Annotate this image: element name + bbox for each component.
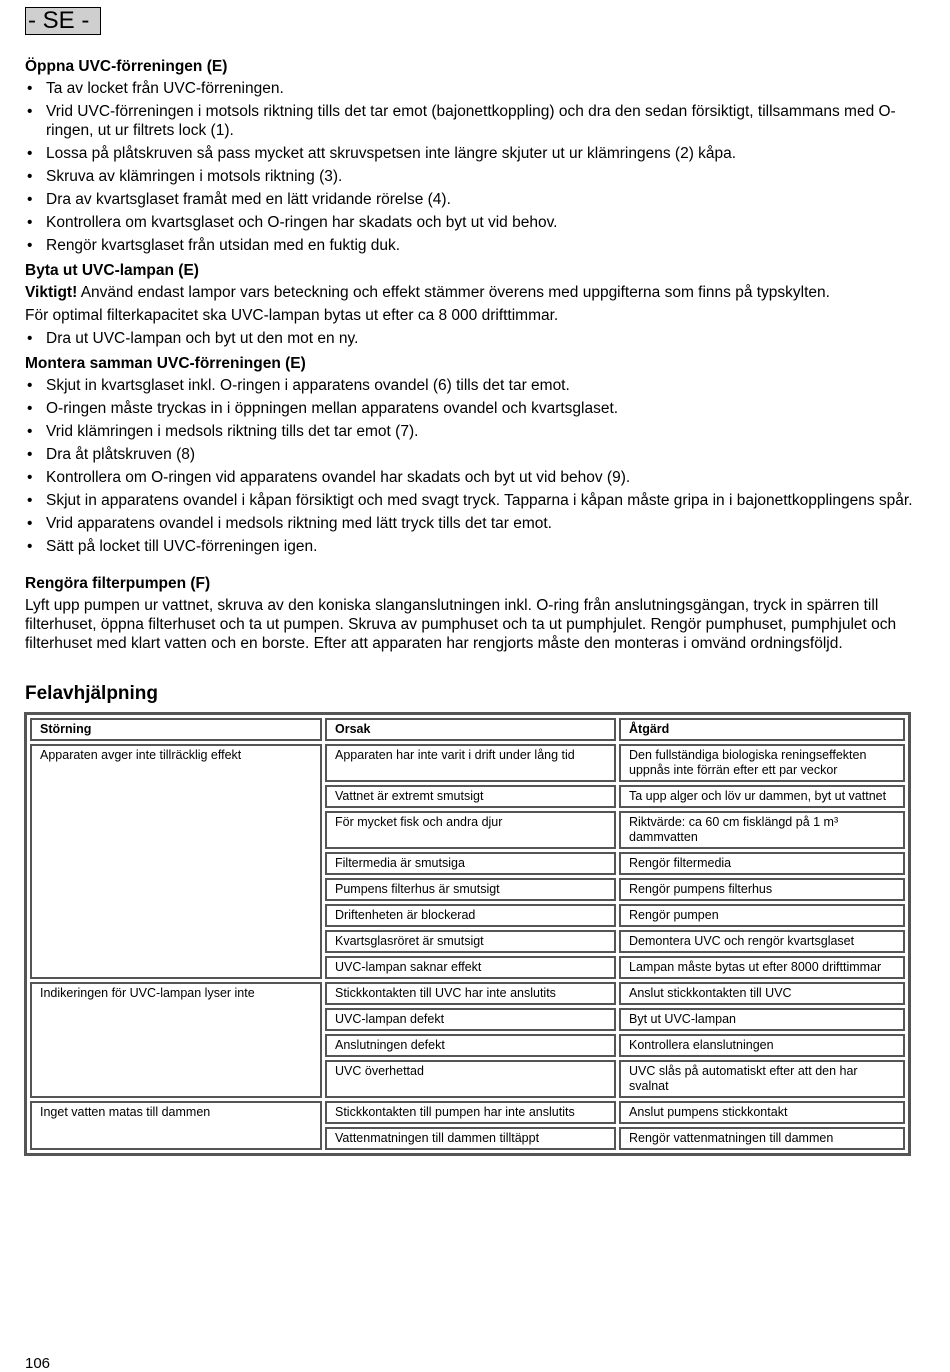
column-header: Störning xyxy=(30,718,322,741)
bullet-list xyxy=(25,329,917,348)
remedy-cell: Rengör pumpen xyxy=(619,904,905,927)
column-header: Åtgärd xyxy=(619,718,905,741)
fault-cell: Inget vatten matas till dammen xyxy=(30,1101,322,1150)
cause-cell: Filtermedia är smutsiga xyxy=(325,852,616,875)
cause-cell: Stickkontakten till pumpen har inte anslutits xyxy=(325,1101,616,1124)
troubleshooting-title: Felavhjälpning xyxy=(25,683,159,704)
paragraph: För optimal filterkapacitet ska UVC-lampan bytas ut efter ca 8 000 drifttimmar. xyxy=(25,307,559,324)
remedy-cell: Demontera UVC och rengör kvartsglaset xyxy=(619,930,905,953)
section-assemble-uvc xyxy=(25,354,917,556)
section-open-uvc xyxy=(25,57,917,255)
remedy-cell: Rengör pumpens filterhus xyxy=(619,878,905,901)
table-row xyxy=(30,744,905,782)
remedy-cell: Ta upp alger och löv ur dammen, byt ut vattnet xyxy=(619,785,905,808)
list-item: • O-ringen måste tryckas in i öppningen mellan apparatens ovandel och kvartsglaset. xyxy=(25,399,917,418)
bullet-list xyxy=(25,376,917,556)
section-title: Rengöra filterpumpen (F) xyxy=(25,575,211,592)
troubleshooting-table xyxy=(24,712,911,1156)
list-item: • Rengör kvartsglaset från utsidan med en fuktig duk. xyxy=(25,236,917,255)
cause-cell: För mycket fisk och andra djur xyxy=(325,811,616,849)
list-item: • Dra ut UVC-lampan och byt ut den mot en ny. xyxy=(25,329,917,348)
fault-cell: Apparaten avger inte tillräcklig effekt xyxy=(30,744,322,979)
table-row xyxy=(30,1101,905,1124)
section-title: Montera samman UVC-förreningen (E) xyxy=(25,355,306,372)
cause-cell: Anslutningen defekt xyxy=(325,1034,616,1057)
table-header-row xyxy=(30,718,905,741)
important-note xyxy=(25,283,917,302)
bullet-list xyxy=(25,79,917,255)
important-label: Viktigt! xyxy=(25,284,78,301)
remedy-cell: Byt ut UVC-lampan xyxy=(619,1008,905,1031)
language-tag: - SE - xyxy=(25,7,101,35)
remedy-cell: Anslut stickkontakten till UVC xyxy=(619,982,905,1005)
remedy-cell: Rengör filtermedia xyxy=(619,852,905,875)
list-item: • Ta av locket från UVC-förreningen. xyxy=(25,79,917,98)
list-item: • Vrid klämringen i medsols riktning tills det tar emot (7). xyxy=(25,422,917,441)
list-item: • Kontrollera om kvartsglaset och O-ringen har skadats och byt ut vid behov. xyxy=(25,213,917,232)
cause-cell: Kvartsglasröret är smutsigt xyxy=(325,930,616,953)
list-item: • Skjut in apparatens ovandel i kåpan försiktigt och med svagt tryck. Tapparna i kåpan måste gripa in i bajonettkopplingens spår. xyxy=(25,491,917,510)
table-row xyxy=(30,982,905,1005)
remedy-cell: Kontrollera elanslutningen xyxy=(619,1034,905,1057)
list-item: • Vrid apparatens ovandel i medsols riktning med lätt tryck tills det tar emot. xyxy=(25,514,917,533)
page-content xyxy=(25,57,917,1156)
section-title: Byta ut UVC-lampan (E) xyxy=(25,262,199,279)
important-text: Använd endast lampor vars beteckning och effekt stämmer överens med uppgifterna som finns på typskylten. xyxy=(77,284,830,301)
section-replace-lamp xyxy=(25,261,917,348)
remedy-cell: Den fullständiga biologiska reningseffekten uppnås inte förrän efter ett par veckor xyxy=(619,744,905,782)
cause-cell: Vattenmatningen till dammen tilltäppt xyxy=(325,1127,616,1150)
cause-cell: UVC-lampan saknar effekt xyxy=(325,956,616,979)
cause-cell: UVC överhettad xyxy=(325,1060,616,1098)
page-number: 106 xyxy=(25,1355,51,1372)
paragraph: Lyft upp pumpen ur vattnet, skruva av den koniska slanganslutningen inkl. O-ring från anslutningsgängan, tryck in spärren till filterhuset, öppna filterhuset och ta ut pumpen. Skruva av pumphuset och ta ut pumphjulet. Rengör pumphuset, pumphjulet och filterhuset med klart vatten och en borste. Efter att apparaten har rengjorts måste den monteras i omvänd ordningsföljd. xyxy=(25,597,897,652)
cause-cell: Apparaten har inte varit i drift under lång tid xyxy=(325,744,616,782)
section-clean-pump xyxy=(25,574,917,653)
list-item: • Skruva av klämringen i motsols riktning (3). xyxy=(25,167,917,186)
section-title: Öppna UVC-förreningen (E) xyxy=(25,58,228,75)
list-item: • Dra av kvartsglaset framåt med en lätt vridande rörelse (4). xyxy=(25,190,917,209)
list-item: • Dra åt plåtskruven (8) xyxy=(25,445,917,464)
remedy-cell: Anslut pumpens stickkontakt xyxy=(619,1101,905,1124)
list-item: • Kontrollera om O-ringen vid apparatens ovandel har skadats och byt ut vid behov (9). xyxy=(25,468,917,487)
cause-cell: Vattnet är extremt smutsigt xyxy=(325,785,616,808)
list-item: • Sätt på locket till UVC-förreningen igen. xyxy=(25,537,917,556)
remedy-cell: UVC slås på automatiskt efter att den har svalnat xyxy=(619,1060,905,1098)
list-item: • Lossa på plåtskruven så pass mycket att skruvspetsen inte längre skjuter ut ur klämringens (2) kåpa. xyxy=(25,144,917,163)
list-item: • Skjut in kvartsglaset inkl. O-ringen i apparatens ovandel (6) tills det tar emot. xyxy=(25,376,917,395)
cause-cell: Driftenheten är blockerad xyxy=(325,904,616,927)
cause-cell: Stickkontakten till UVC har inte anslutits xyxy=(325,982,616,1005)
column-header: Orsak xyxy=(325,718,616,741)
remedy-cell: Lampan måste bytas ut efter 8000 drifttimmar xyxy=(619,956,905,979)
fault-cell: Indikeringen för UVC-lampan lyser inte xyxy=(30,982,322,1098)
cause-cell: UVC-lampan defekt xyxy=(325,1008,616,1031)
remedy-cell: Rengör vattenmatningen till dammen xyxy=(619,1127,905,1150)
cause-cell: Pumpens filterhus är smutsigt xyxy=(325,878,616,901)
list-item: • Vrid UVC-förreningen i motsols riktning tills det tar emot (bajonettkoppling) och dra den sedan försiktigt, tillsammans med O-ringen, ut ur filtrets lock (1). xyxy=(25,102,917,140)
remedy-cell: Riktvärde: ca 60 cm fisklängd på 1 m³ dammvatten xyxy=(619,811,905,849)
